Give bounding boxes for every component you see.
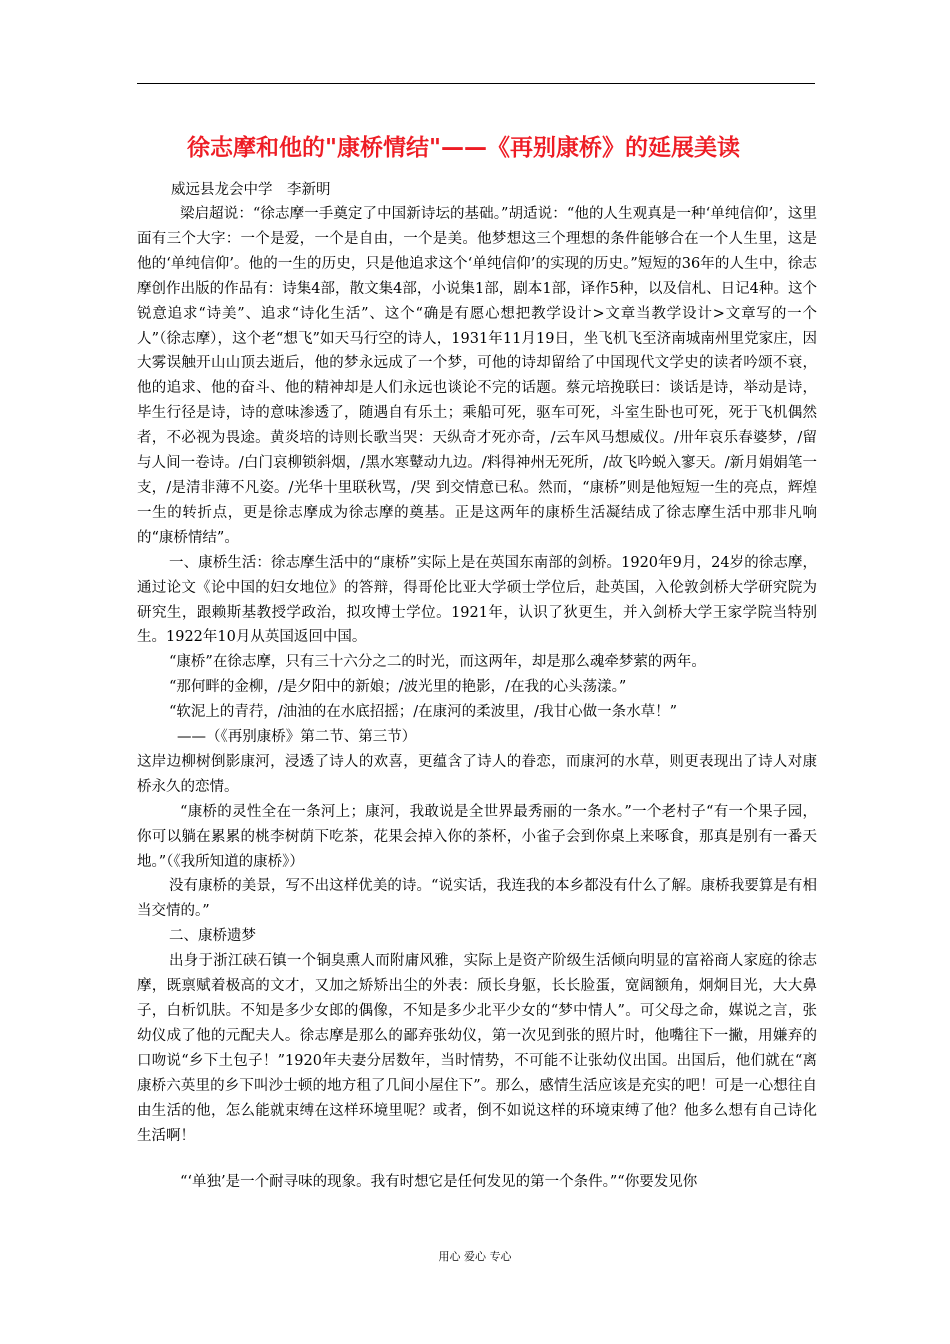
header-rule (137, 83, 815, 84)
paragraph-two-years: “康桥”在徐志摩，只有三十六分之二的时光，而这两年，却是那么魂牵梦萦的两年。 (169, 654, 706, 671)
author-line: 威远县龙会中学 李新明 (171, 182, 331, 198)
page-footer: 用心 爱心 专心 (438, 1250, 512, 1263)
paragraph-willow: 这岸边柳树倒影康河，浸透了诗人的欢喜，更蕴含了诗人的眷恋，而康河的水草，则更表现出了诗人对康桥永久的恋情。 (137, 753, 817, 795)
paragraph-section-one: 一、康桥生活：徐志摩生活中的“康桥”实际上是在英国东南部的剑桥。1920年9月，24岁的徐志摩，通过论文《论中国的妇女地位》的答辩，得哥伦比亚大学硕士学位后，赴英国，入伦敦剑桥大学研究院为研究生，跟赖斯基教授学政治，拟攻博士学位。1921年，认识了狄更生，并入剑桥大学王家学院当特别生。1922年10月从英国返回中国。 (137, 554, 817, 646)
paragraph-intro: 梁启超说：“徐志摩一手奠定了中国新诗坛的基础。”胡适说：“他的人生观真是一种‘单纯信仰’，这里面有三个大字：一个是爱，一个是自由，一个是美。他梦想这三个理想的条件能够合在一个人生里，这是他的‘单纯信仰’。他的一生的历史，只是他追求这个‘单纯信仰’的实现的历史。”短短的36年的人生中，徐志摩创作出版的作品有：诗集4部，散文集4部，小说集1部，剧本1部，译作5种，以及信札、日记4种。这个锐意追求“诗美”、追求“诗化生活”、这个“确是有愿心想把教学设计>文章当教学设计>文章写的一个人”（徐志摩），这个老“想飞”如天马行空的诗人，1931年11月19日，坐飞机飞至济南城南州里党家庄，因大雾误触开山山顶去逝后，他的梦永远成了一个梦，可他的诗却留给了中国现代文学史的读者吟颂不衰，他的追求、他的奋斗、他的精神却是人们永远也谈论不完的话题。蔡元培挽联曰：谈话是诗，举动是诗，毕生行径是诗，诗的意味渗透了，随遇自有乐土；乘船可死，驱车可死，斗室生卧也可死，死于飞机偶然者，不必视为畏途。黄炎培的诗则长歌当哭：天纵奇才死亦奇，/云车风马想威仪。/卅年哀乐春婆梦，/留与人间一卷诗。/白门哀柳锁斜烟，/黑水寒鼙动九边。/料得神州无死所，/故飞吟蜕入寥天。/新月娟娟笔一支，/是清非薄不凡姿。/光华十里联秋骂，/哭 到交情意已私。然而，“康桥”则是他短短一生的亮点，辉煌一生的转折点，更是徐志摩成为徐志摩的奠基。正是这两年的康桥生活凝结成了徐志摩生活中那非凡响的“康桥情结”。 (137, 206, 817, 546)
paragraph-gap (137, 1148, 817, 1170)
poem-quote-two: “软泥上的青荇，/油油的在水底招摇；/在康河的柔波里，/我甘心做一条水草！” (169, 704, 677, 721)
document-body (137, 128, 817, 1195)
document-title: 徐志摩和他的"康桥情结"——《再别康桥》的延展美读 (187, 135, 740, 161)
poem-quote-one: “那何畔的金柳，/是夕阳中的新娘；/波光里的艳影，/在我的心头荡漾。” (169, 679, 627, 696)
paragraph-background: 出身于浙江硖石镇一个铜臭熏人而附庸风雅，实际上是资产阶级生活倾向明显的富裕商人家庭的徐志摩，既禀赋着极高的文才，又加之矫矫出尘的外表：颀长身躯，长长脸蛋，宽阔额角，炯炯目光，大大鼻子，白析饥肤。不知是多少女郎的偶像，不知是多少北平少女的“梦中情人”。可父母之命，媒说之言，张幼仪成了他的元配夫人。徐志摩是那么的鄙弃张幼仪，第一次见到张的照片时，他嘴往下一撇，用嫌弃的口吻说“乡下土包子！”1920年夫妻分居数年，当时情势，不可能不让张幼仪出国。出国后，他们就在“离康桥六英里的乡下叫沙士顿的地方租了几间小屋住下”。那么，感情生活应该是充实的吧！可是一心想往自由生活的他，怎么能就束缚在这样环境里呢？或者，倒不如说这样的环境束缚了他？他多么想有自己诗化生活啊！ (137, 953, 817, 1144)
paragraph-solitude: “‘单独’是一个耐寻味的现象。我有时想它是任何发见的第一个条件。”“你要发见你 (180, 1174, 698, 1191)
paragraph-kang-river: “康桥的灵性全在一条河上；康河，我敢说是全世界最秀丽的一条水。”一个老村子“有一个果子园，你可以躺在累累的桃李树荫下吃茶，花果会掉入你的茶杯，小雀子会到你桌上来啄食，那真是别有一番天地。”（《我所知道的康桥》） (137, 803, 817, 870)
paragraph-scenery: 没有康桥的美景，写不出这样优美的诗。“说实话，我连我的本乡都没有什么了解。康桥我要算是有相当交情的。” (137, 878, 817, 920)
section-heading-two: 二、康桥遗梦 (169, 928, 256, 945)
poem-citation: ——（《再别康桥》第二节、第三节） (177, 729, 417, 746)
